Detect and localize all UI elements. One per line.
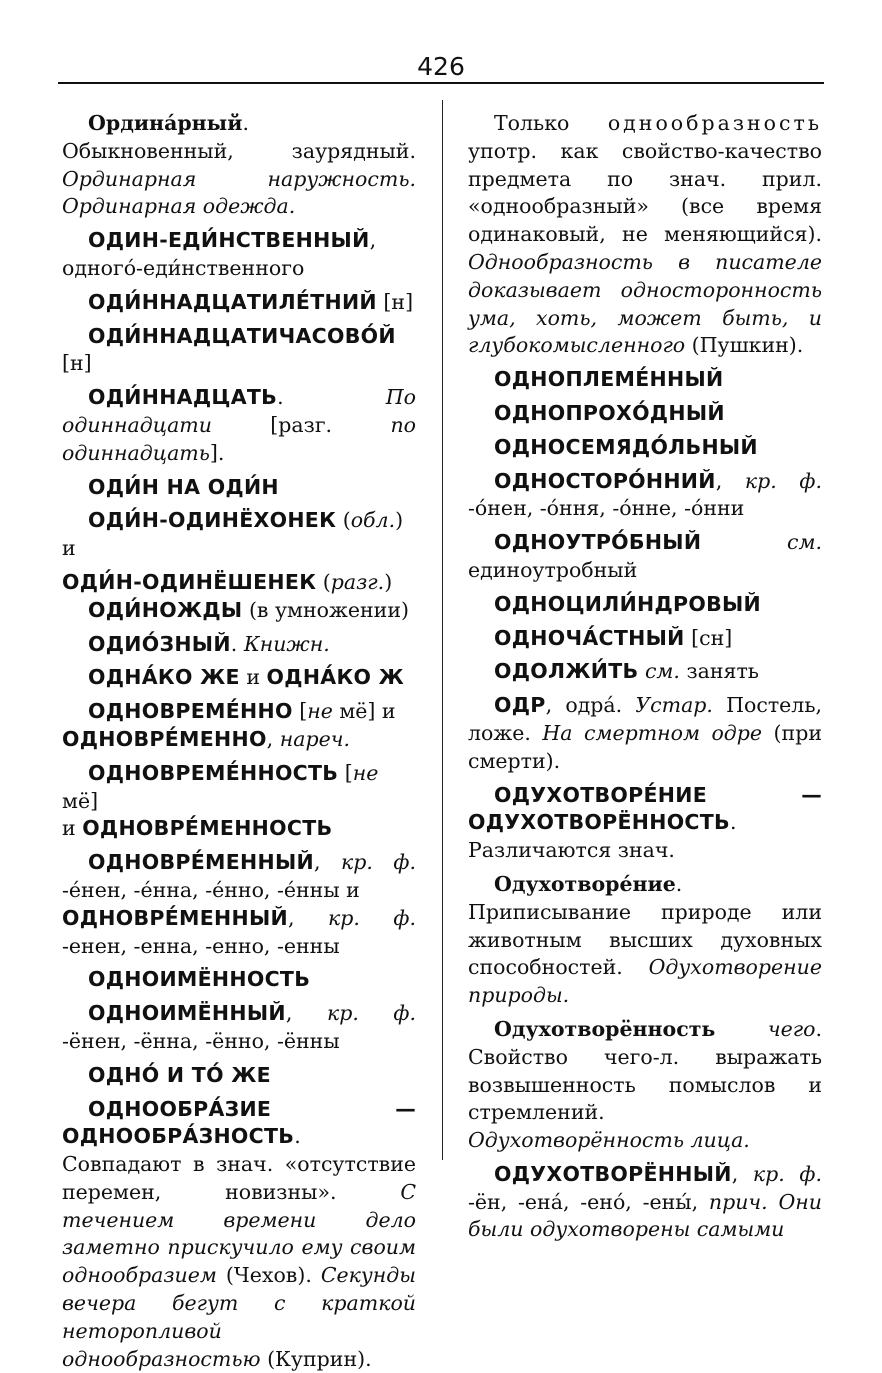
right-column — [468, 110, 822, 1244]
headword: ОДНОВРЕ́МЕННО — [62, 727, 267, 751]
entry-odnako-zhe: ОДНА́КО ЖЕ и ОДНА́КО Ж — [62, 664, 416, 692]
example: Одухотворённость лица. — [468, 1128, 750, 1152]
example: Секунды вечера бегут с краткой неторопливой однообразностью — [62, 1263, 416, 1370]
headword: ОДИ́НОЖДЫ — [88, 598, 242, 622]
headword: ОДИ́Н-ОДИНЁХОНЕК — [88, 508, 336, 532]
headword: Одухотворённость — [494, 1017, 715, 1041]
entry-odnoimyonny: ОДНОИМЁННЫЙ, кр. ф. -ёнен, -ённа, -ённо, -ённы — [62, 1000, 416, 1056]
entry-odnosemyadolny — [468, 434, 822, 462]
headword: ОДР — [494, 693, 546, 717]
headword: ОДНОВРЕ́МЕННЫЙ — [62, 906, 288, 930]
header-rule — [58, 82, 824, 84]
label: не — [307, 699, 333, 723]
entry-odukhotvoryonny: ОДУХОТВОРЁННЫЙ, кр. ф. -ён, -ена́, -ено́, -ены́, прич. Они были одухотворены самыми — [468, 1161, 822, 1244]
entry-odnoobraznost-usage: Только однообразность употр. как свойство-качество предмета по знач. прил. «однообразный» (все время одинаковый, не меняющийся). Однообразность в писателе доказывает односторонность ума, хоть, может быть, и глубокомысленного (Пушкин). — [468, 110, 822, 360]
entry-odnotsilindrovy — [468, 591, 822, 619]
headword: ОДНОВРЕМЕ́ННО — [88, 699, 293, 723]
headword: ОДУХОТВОРЕ́НИЕ — ОДУХОТВОРЁННОСТЬ — [468, 783, 822, 835]
headword: ОДОЛЖИ́ТЬ — [494, 659, 638, 683]
entry-odnovremenno-1: ОДНОВРЕМЕ́ННО [не мё] и — [62, 698, 416, 726]
entry-odinnadtsat: ОДИ́ННАДЦАТЬ. По одиннадцати [разг. по одиннадцать]. — [62, 384, 416, 467]
entry-odnovremenno-2: ОДНОВРЕ́МЕННО, нареч. — [62, 726, 416, 754]
headword: ОДНА́КО Ж — [267, 665, 405, 689]
entry-ordinarny — [62, 110, 416, 221]
entry-odukhotvoryonnost-sense: Одухотворённость чего. Свойство чего-л. выражать возвышенность помыслов и стремлений. Одухотворённость лица. — [468, 1016, 822, 1155]
entry-odnovremennost-2: и ОДНОВРЕ́МЕННОСТЬ — [62, 815, 416, 843]
entry-odnoutrobny: ОДНОУТРО́БНЫЙ см. единоутробный — [468, 529, 822, 585]
example: Ординарная наружность. Ординарная одежда. — [62, 167, 416, 219]
headword: ОДНО́ И ТО́ ЖЕ — [88, 1063, 271, 1087]
headword: ОДНОЦИЛИ́НДРОВЫЙ — [494, 592, 761, 616]
entry-odiozny: ОДИО́ЗНЫЙ. Книжн. — [62, 631, 416, 659]
label: нареч. — [280, 727, 350, 751]
headword: ОДНОВРЕ́МЕННЫЙ — [88, 850, 314, 874]
label: обл. — [351, 508, 395, 532]
headword: Ордина́рный — [88, 111, 242, 135]
definition: . Обыкновенный, заурядный. — [62, 111, 416, 163]
entry-odolzhit: ОДОЛЖИ́ТЬ см. занять — [468, 658, 822, 686]
headword: ОДНОИМЁННЫЙ — [88, 1001, 286, 1025]
entry-odinnadtsatiletny — [62, 289, 416, 317]
entry-odukhotvorenie-sense: Одухотворе́ние. Приписывание природе или животным высших духовных способностей. Одухотворение природы. — [468, 871, 822, 1010]
entry-odno-i-to-zhe — [62, 1062, 416, 1090]
entry-odnostoronny: ОДНОСТОРО́ННИЙ, кр. ф. -о́нен, -о́ння, -о́нне, -о́нни — [468, 468, 822, 524]
headword: ОДИН-ЕДИ́НСТВЕННЫЙ — [88, 228, 370, 252]
label: чего — [768, 1017, 816, 1041]
label: Книжн. — [244, 632, 330, 656]
example: По одиннадцати — [62, 385, 416, 437]
entry-odnovremennost-1: ОДНОВРЕМЕ́ННОСТЬ [не мё] — [62, 760, 416, 816]
headword: ОДНОВРЕМЕ́ННОСТЬ — [88, 761, 338, 785]
headword: ОДНОПРОХО́ДНЫЙ — [494, 401, 725, 425]
entry-odnochastny: ОДНОЧА́СТНЫЙ [сн] — [468, 625, 822, 653]
headword: ОДНОПЛЕМЕ́ННЫЙ — [494, 367, 723, 391]
entry-odin-odinyoshenek: ОДИ́Н-ОДИНЁШЕНЕК (разг.) — [62, 569, 416, 597]
spaced-word: однообразность — [608, 111, 822, 135]
headword: ОДИ́Н НА ОДИ́Н — [88, 475, 279, 499]
left-column — [62, 110, 416, 1373]
entry-odnovremenny-2: ОДНОВРЕ́МЕННЫЙ, кр. ф. -енен, -енна, -енно, -енны — [62, 905, 416, 961]
headword: ОДИ́ННАДЦАТИЧАСОВО́Й — [88, 324, 396, 348]
label: кр. ф. — [753, 1162, 822, 1186]
label: см. — [645, 659, 680, 683]
entry-odukhotvorenie: ОДУХОТВОРЕ́НИЕ — ОДУХОТВОРЁННОСТЬ. Различаются знач. — [468, 782, 822, 865]
headword: ОДИ́ННАДЦАТЬ — [88, 385, 277, 409]
headword: ОДНА́КО ЖЕ — [88, 665, 240, 689]
label: разг. — [331, 570, 384, 594]
label: кр. ф. — [327, 1001, 416, 1025]
headword: ОДИО́ЗНЫЙ — [88, 632, 231, 656]
example: На смертном одре — [542, 721, 762, 745]
entry-odin-na-odin — [62, 474, 416, 502]
entry-odnovremenny-1: ОДНОВРЕ́МЕННЫЙ, кр. ф. -е́нен, -е́нна, -е́нно, -е́нны и — [62, 849, 416, 905]
entry-odin-odinyokhonek: ОДИ́Н-ОДИНЁХОНЕК (обл.) и — [62, 507, 416, 563]
entry-odnoobrazie: ОДНООБРА́ЗИЕ — ОДНООБРА́ЗНОСТЬ. Совпадают в знач. «отсутствие перемен, новизны». С течением времени дело заметно прискучило ему своим однообразием (Чехов). Секунды вечера бегут с краткой неторопливой однообразностью (Куприн). — [62, 1096, 416, 1373]
label: кр. ф. — [745, 469, 822, 493]
entry-odin-edinstvenny — [62, 227, 416, 283]
example: С течением времени дело заметно прискучило ему своим однообразием — [62, 1180, 416, 1287]
entry-odr: ОДР, одра́. Устар. Постель, ложе. На смертном одре (при смерти). — [468, 692, 822, 775]
example: Однообразность в писателе доказывает односторонность ума, хоть, может быть, и глубокомысленного — [468, 250, 822, 357]
headword: ОДНОЧА́СТНЫЙ — [494, 626, 685, 650]
headword: ОДИ́ННАДЦАТИЛЕ́ТНИЙ — [88, 290, 377, 314]
note: [н] — [62, 351, 92, 375]
headword: ОДНОСЕМЯДО́ЛЬНЫЙ — [494, 435, 758, 459]
headword: ОДУХОТВОРЁННЫЙ — [494, 1162, 732, 1186]
entry-odinnadtsatichasovoy — [62, 323, 416, 379]
headword: Одухотворе́ние — [494, 872, 676, 896]
label: Устар. — [635, 693, 713, 717]
headword: ОДИ́Н-ОДИНЁШЕНЕК — [62, 570, 316, 594]
note: [н] — [377, 290, 413, 314]
example: по одиннадцать — [62, 413, 416, 465]
definition: , одного́-еди́нственного — [62, 228, 376, 280]
label: см. — [787, 530, 822, 554]
entry-odnoprokhodny — [468, 400, 822, 428]
headword: ОДНООБРА́ЗИЕ — ОДНООБРА́ЗНОСТЬ — [62, 1097, 416, 1149]
label: не — [353, 761, 379, 785]
example: Они были одухотворены самыми — [468, 1190, 822, 1242]
column-divider — [442, 100, 443, 1160]
page-number: 426 — [0, 52, 882, 82]
headword: ОДНОСТОРО́ННИЙ — [494, 469, 716, 493]
entry-odnoplemenny — [468, 366, 822, 394]
entry-odnoimyonnost — [62, 966, 416, 994]
headword: ОДНОИМЁННОСТЬ — [88, 967, 310, 991]
entry-odinozhdy: ОДИ́НОЖДЫ (в умножении) — [62, 597, 416, 625]
example: Одухотворение природы. — [468, 955, 822, 1007]
headword: ОДНОУТРО́БНЫЙ — [494, 530, 701, 554]
label: кр. ф. — [328, 906, 416, 930]
label: прич. — [709, 1190, 768, 1214]
label: кр. ф. — [341, 850, 416, 874]
headword: ОДНОВРЕ́МЕННОСТЬ — [82, 816, 332, 840]
